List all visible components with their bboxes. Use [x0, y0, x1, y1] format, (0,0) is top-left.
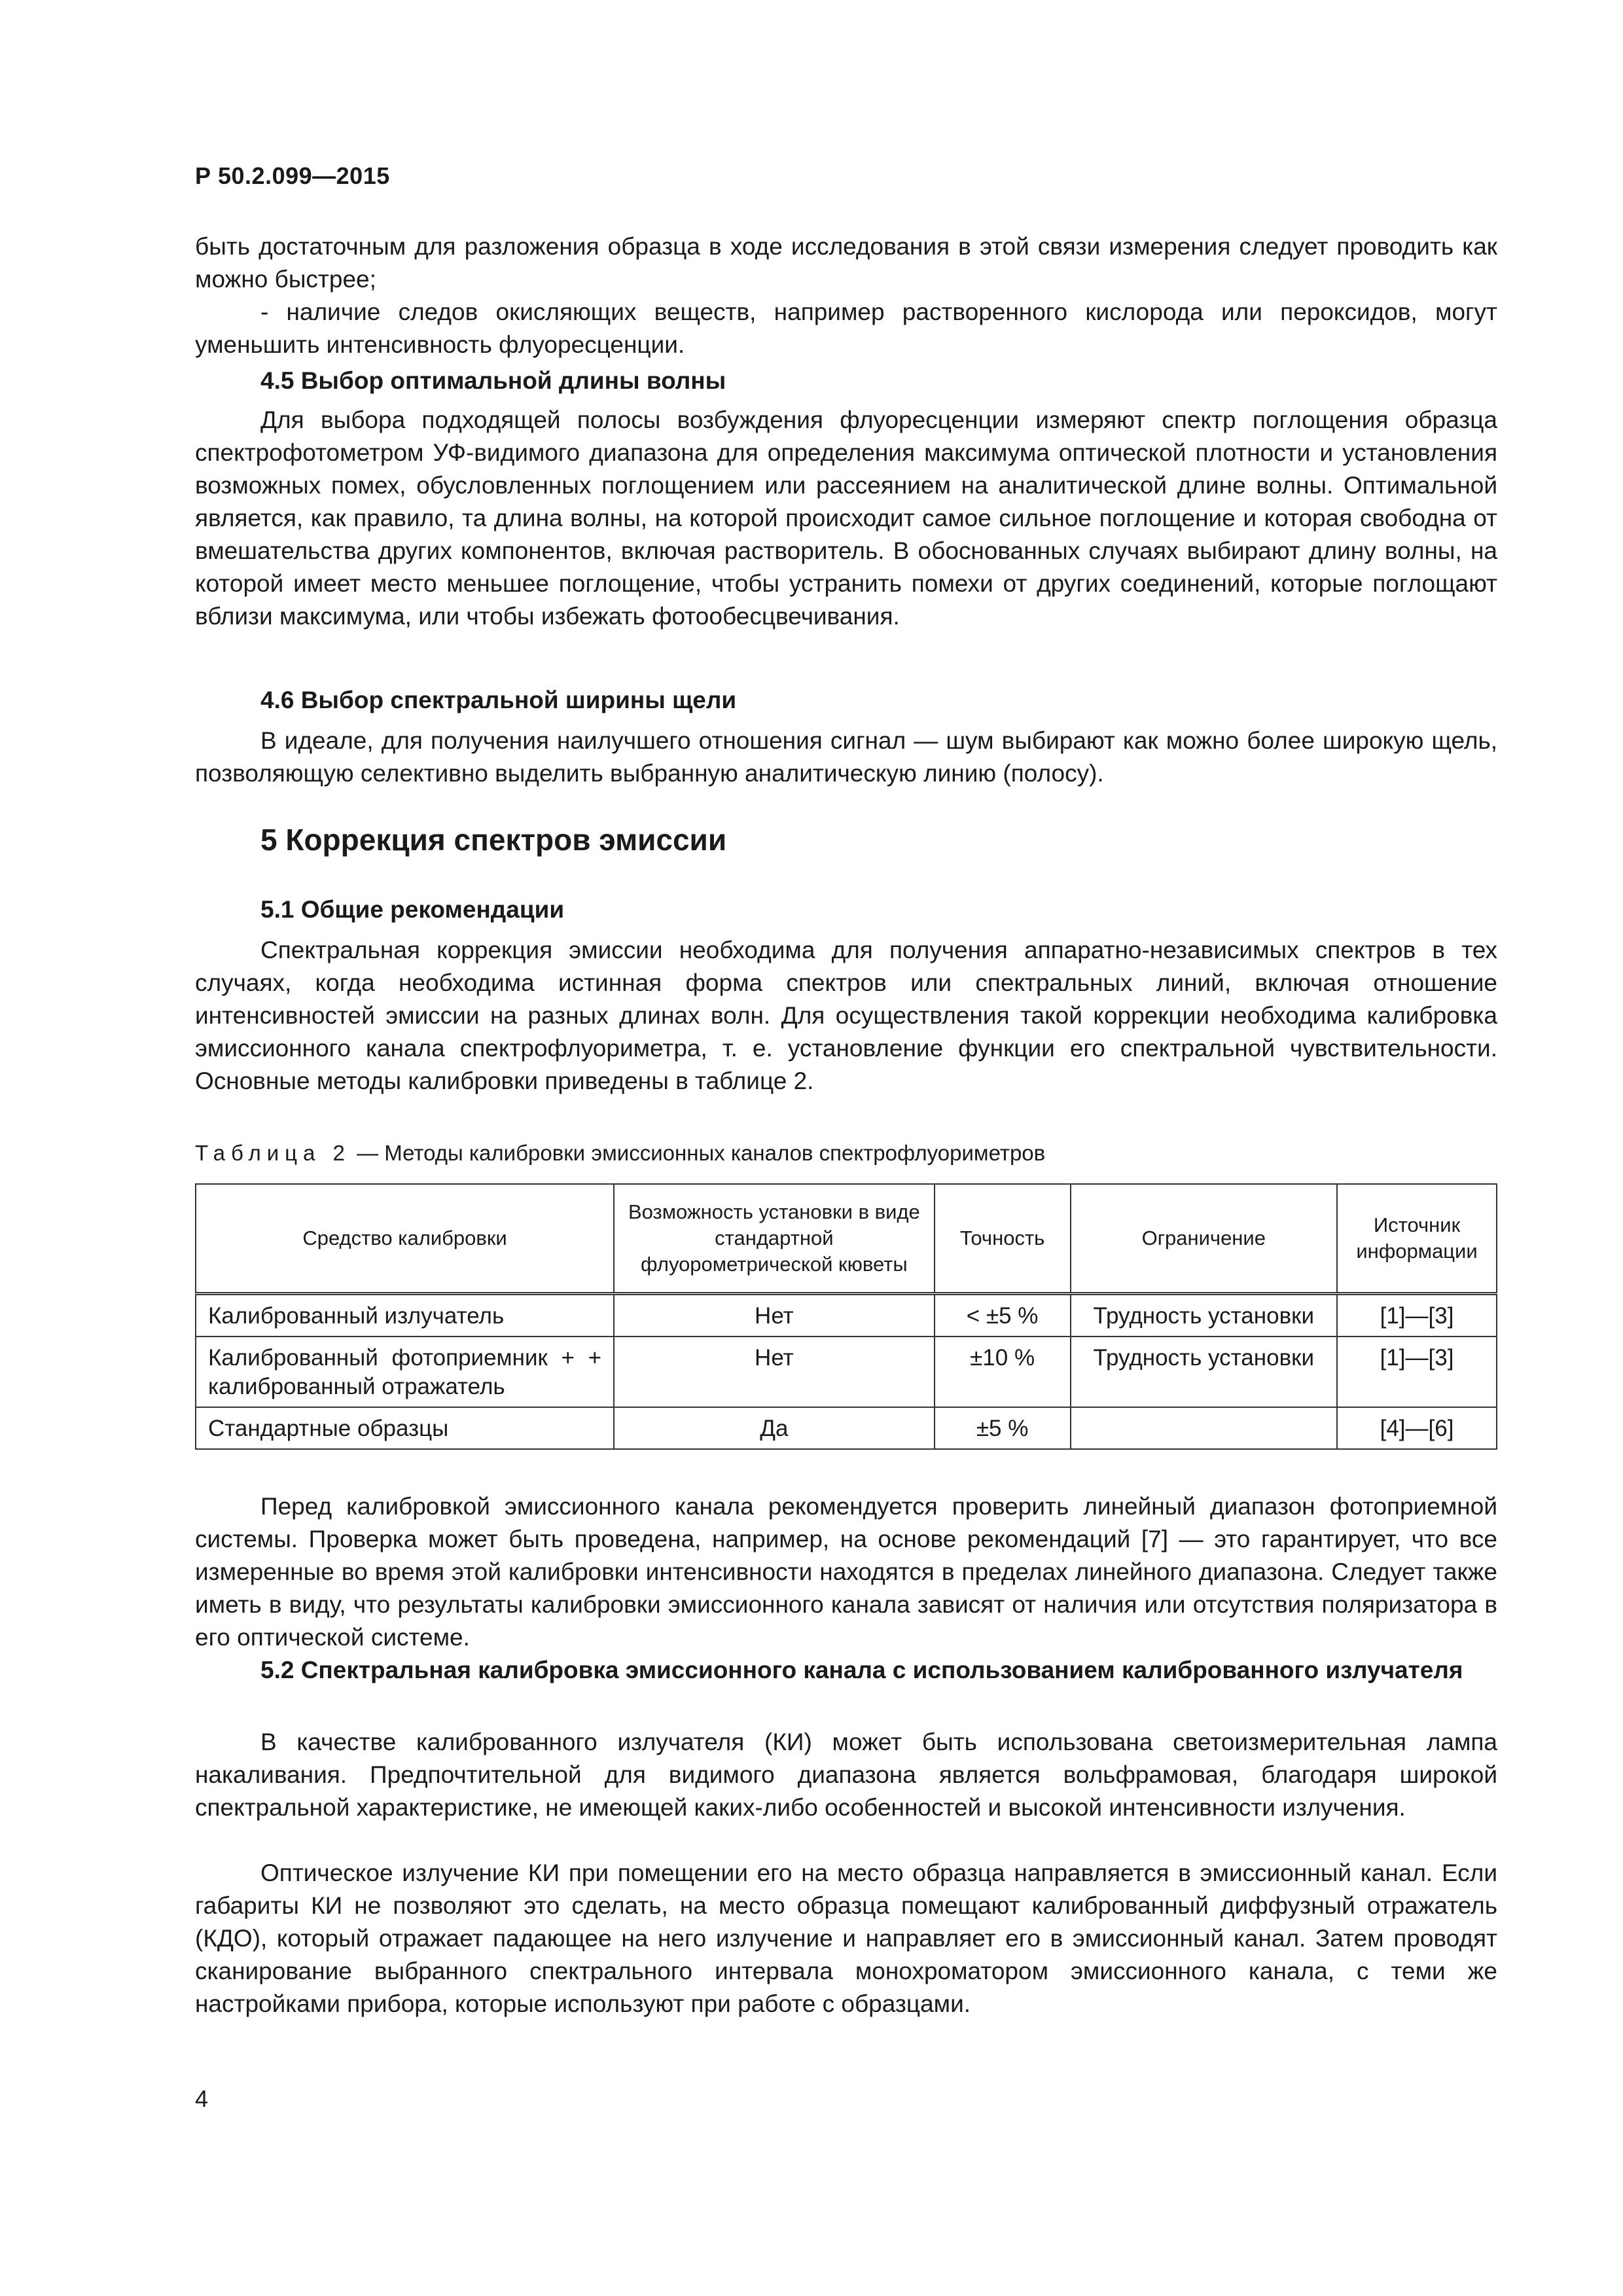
table-cell: Да	[614, 1407, 935, 1449]
heading-4-5: 4.5 Выбор оптимальной длины волны	[260, 367, 726, 394]
table-cell: Калиброванный излучатель	[196, 1294, 614, 1337]
paragraph-5-2-b: Оптическое излучение КИ при помещении его на место образца направляется в эмиссионный канал. Если габариты КИ не позволяют это сделать, на место образца помещают калиброванный диффузный отражатель (КДО), который отражает падающее на него излучение и направляет его в эмиссионный канал. Затем проводят сканирование выбранного спектрального интервала монохроматором эмиссионного канала, с теми же настройками прибора, которые используют при работе с образцами.	[195, 1859, 1497, 2017]
column-header: Точность	[935, 1184, 1071, 1294]
table-cell: [1]—[3]	[1337, 1336, 1497, 1407]
table-caption	[195, 1139, 1045, 1168]
table-caption-label: Таблица 2	[195, 1141, 351, 1165]
paragraph-5-1: Спектральная коррекция эмиссии необходима для получения аппаратно-независимых спектров в тех случаях, когда необходима истинная форма спектров или спектральных линий, включая отношение интенсивностей эмиссии на разных длинах волн. Для осуществления такой коррекции необходима калибровка эмиссионного канала спектрофлуориметра, т. е. установление функции его спектральной чувствительности. Основные методы калибровки приведены в таблице 2.	[195, 937, 1497, 1094]
paragraph-after-table: Перед калибровкой эмиссионного канала рекомендуется проверить линейный диапазон фотоприемной системы. Проверка может быть проведена, например, на основе рекомендаций [7] — это гарантирует, что все измеренные во время этой калибровки интенсивности находятся в пределах линейного диапазона. Следует также иметь в виду, что результаты калибровки эмиссионного канала зависят от наличия или отсутствия поляризатора в его оптической системе.	[195, 1493, 1497, 1651]
table-cell: Трудность установки	[1071, 1336, 1338, 1407]
table-cell: Калиброванный фотоприемник + + калиброванный отражатель	[196, 1336, 614, 1407]
column-header: Возможность установки в виде стандартной флуорометрической кюветы	[614, 1184, 935, 1294]
paragraph-oxidizers: - наличие следов окисляющих веществ, например растворенного кислорода или пероксидов, могут уменьшить интенсивность флуоресценции.	[195, 298, 1497, 358]
heading-5-2: 5.2 Спектральная калибровка эмиссионного канала с использованием калиброванного излучателя	[260, 1657, 1463, 1683]
paragraph-4-6: В идеале, для получения наилучшего отношения сигнал — шум выбирают как можно более широкую щель, позволяющую селективно выделить выбранную аналитическую линию (полосу).	[195, 727, 1497, 787]
table-caption-text: — Методы калибровки эмиссионных каналов спектрофлуориметров	[350, 1141, 1046, 1165]
paragraph-continuation: быть достаточным для разложения образца в ходе исследования в этой связи измерения следует проводить как можно быстрее;	[195, 233, 1497, 293]
table-cell: Трудность установки	[1071, 1294, 1338, 1337]
calibration-methods-table	[195, 1183, 1497, 1450]
column-header: Источник информации	[1337, 1184, 1497, 1294]
table-cell	[1071, 1407, 1338, 1449]
table-header-row	[196, 1184, 1497, 1294]
page-number: 4	[195, 2085, 209, 2112]
table-cell: < ±5 %	[935, 1294, 1071, 1337]
table-row	[196, 1336, 1497, 1407]
column-header: Ограничение	[1071, 1184, 1338, 1294]
paragraph-5-2-a: В качестве калиброванного излучателя (КИ) может быть использована светоизмерительная лампа накаливания. Предпочтительной для видимого диапазона является вольфрамовая, благодаря широкой спектральной характеристике, не имеющей каких-либо особенностей и высокой интенсивности излучения.	[195, 1729, 1497, 1821]
table-row	[196, 1294, 1497, 1337]
document-number: Р 50.2.099—2015	[195, 162, 390, 189]
column-header: Средство калибровки	[196, 1184, 614, 1294]
table-cell: [1]—[3]	[1337, 1294, 1497, 1337]
heading-section-5: 5 Коррекция спектров эмиссии	[260, 823, 727, 857]
table-cell: ±5 %	[935, 1407, 1071, 1449]
table-cell: Нет	[614, 1294, 935, 1337]
heading-4-6: 4.6 Выбор спектральной ширины щели	[260, 687, 737, 713]
heading-5-1: 5.1 Общие рекомендации	[260, 896, 565, 923]
table-cell: Нет	[614, 1336, 935, 1407]
table-cell: ±10 %	[935, 1336, 1071, 1407]
table-row	[196, 1407, 1497, 1449]
table-cell: [4]—[6]	[1337, 1407, 1497, 1449]
table-cell: Стандартные образцы	[196, 1407, 614, 1449]
paragraph-4-5: Для выбора подходящей полосы возбуждения флуоресценции измеряют спектр поглощения образца спектрофотометром УФ-видимого диапазона для определения максимума оптической плотности и установления возможных помех, обусловленных поглощением или рассеянием на аналитической длине волны. Оптимальной является, как правило, та длина волны, на которой происходит самое сильное поглощение и которая свободна от вмешательства других компонентов, включая растворитель. В обоснованных случаях выбирают длину волны, на которой имеет место меньшее поглощение, чтобы устранить помехи от других соединений, которые поглощают вблизи максимума, или чтобы избежать фотообесцвечивания.	[195, 406, 1497, 630]
